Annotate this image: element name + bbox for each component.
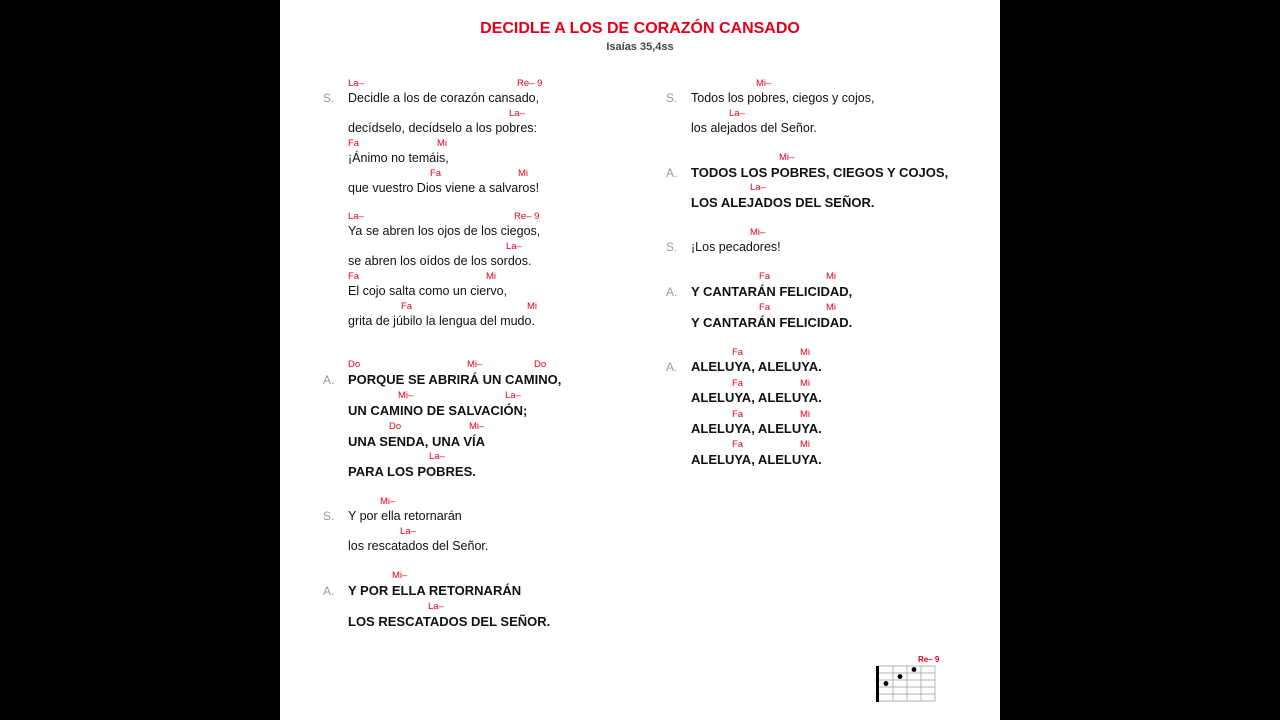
chord-diagram-grid (875, 665, 945, 705)
chord: Mi– (467, 359, 483, 370)
chord: Mi– (392, 570, 408, 581)
lyric-line: Todos los pobres, ciegos y cojos, (691, 91, 875, 105)
lyric-line: los alejados del Señor. (691, 121, 817, 135)
chord-diagram-dot (912, 667, 917, 672)
song-sheet (280, 0, 1000, 720)
chord: Mi– (398, 390, 414, 401)
lyric-line: los rescatados del Señor. (348, 539, 489, 553)
voice-marker: S. (323, 509, 335, 523)
chord: La– (429, 451, 445, 462)
chord: Fa (732, 409, 744, 420)
chord: Mi (826, 302, 837, 313)
song-title: DECIDLE A LOS DE CORAZÓN CANSADO (480, 20, 800, 37)
lyric-line: LOS RESCATADOS DEL SEÑOR. (348, 614, 551, 629)
chord: La– (729, 108, 745, 119)
chord: La– (505, 390, 521, 401)
chord: La– (428, 601, 444, 612)
chord: Fa (348, 271, 360, 282)
chord: Do (389, 421, 402, 432)
chord: Mi– (380, 496, 396, 507)
lyric-line: Y por ella retornarán (348, 509, 462, 523)
song-reference: Isaías 35,4ss (606, 41, 674, 53)
lyric-line: se abren los oídos de los sordos. (348, 254, 532, 268)
chord: Mi (800, 378, 811, 389)
chord-diagram-nut (876, 666, 879, 702)
voice-marker: A. (666, 285, 678, 299)
chord: Mi– (750, 227, 766, 238)
lyric-line: TODOS LOS POBRES, CIEGOS Y COJOS, (691, 165, 949, 180)
voice-marker: A. (323, 373, 335, 387)
chord: Fa (732, 378, 744, 389)
chord: Do (348, 359, 361, 370)
lyric-line: ALELUYA, ALELUYA. (691, 390, 822, 405)
lyric-line: Y CANTARÁN FELICIDAD. (691, 315, 853, 330)
chord: Mi (437, 138, 448, 149)
chord: Mi (826, 271, 837, 282)
chord-diagram-dot (898, 674, 903, 679)
chord: Mi– (756, 78, 772, 89)
chord-diagram-dots (884, 667, 917, 686)
lyric-line: que vuestro Dios viene a salvaros! (348, 181, 540, 195)
lyric-line: ALELUYA, ALELUYA. (691, 452, 822, 467)
chord: Fa (732, 439, 744, 450)
chord: La– (400, 526, 416, 537)
chord: Fa (732, 347, 744, 358)
voice-marker: A. (666, 166, 678, 180)
lyric-line: El cojo salta como un ciervo, (348, 284, 508, 298)
lyric-line: Y CANTARÁN FELICIDAD, (691, 284, 853, 299)
chord: La– (509, 108, 525, 119)
voice-marker: S. (666, 91, 678, 105)
chord: La– (506, 241, 522, 252)
lyric-line: Ya se abren los ojos de los ciegos, (348, 224, 541, 238)
lyric-line: grita de júbilo la lengua del mudo. (348, 314, 535, 328)
chord: Re– 9 (517, 78, 543, 89)
lyric-line: PARA LOS POBRES. (348, 464, 476, 479)
chord: Mi (486, 271, 497, 282)
chord: Fa (759, 271, 771, 282)
chord: La– (348, 78, 364, 89)
chord: Fa (401, 301, 413, 312)
voice-marker: A. (666, 360, 678, 374)
chord: Mi– (469, 421, 485, 432)
chord: Mi (800, 439, 811, 450)
lyric-line: UNA SENDA, UNA VÍA (348, 434, 485, 449)
voice-marker: A. (323, 584, 335, 598)
lyric-line: Decidle a los de corazón cansado, (348, 91, 540, 105)
lyric-line: decídselo, decídselo a los pobres: (348, 121, 538, 135)
chord: La– (348, 211, 364, 222)
lyric-line: ¡Los pecadores! (691, 240, 781, 254)
lyric-line: LOS ALEJADOS DEL SEÑOR. (691, 195, 875, 210)
chord: Re– 9 (514, 211, 540, 222)
chord: Mi (527, 301, 538, 312)
chord: Fa (430, 168, 442, 179)
chord: Mi (800, 409, 811, 420)
chord: Mi (518, 168, 529, 179)
lyric-line: PORQUE SE ABRIRÁ UN CAMINO, (348, 372, 562, 387)
chord: La– (750, 182, 766, 193)
lyric-line: ¡Ánimo no temáis, (348, 151, 449, 165)
chord: Fa (348, 138, 360, 149)
lyric-line: ALELUYA, ALELUYA. (691, 359, 822, 374)
chord: Mi– (779, 152, 795, 163)
chord: Fa (759, 302, 771, 313)
voice-marker: S. (666, 240, 678, 254)
lyric-line: Y POR ELLA RETORNARÁN (348, 583, 522, 598)
voice-marker: S. (323, 91, 335, 105)
chord: Do (534, 359, 547, 370)
lyric-line: ALELUYA, ALELUYA. (691, 421, 822, 436)
lyric-line: UN CAMINO DE SALVACIÓN; (348, 403, 528, 418)
chord-diagram-label: Re– 9 (918, 655, 940, 664)
chord-diagram (875, 655, 945, 705)
chord: Mi (800, 347, 811, 358)
chord-diagram-dot (884, 681, 889, 686)
